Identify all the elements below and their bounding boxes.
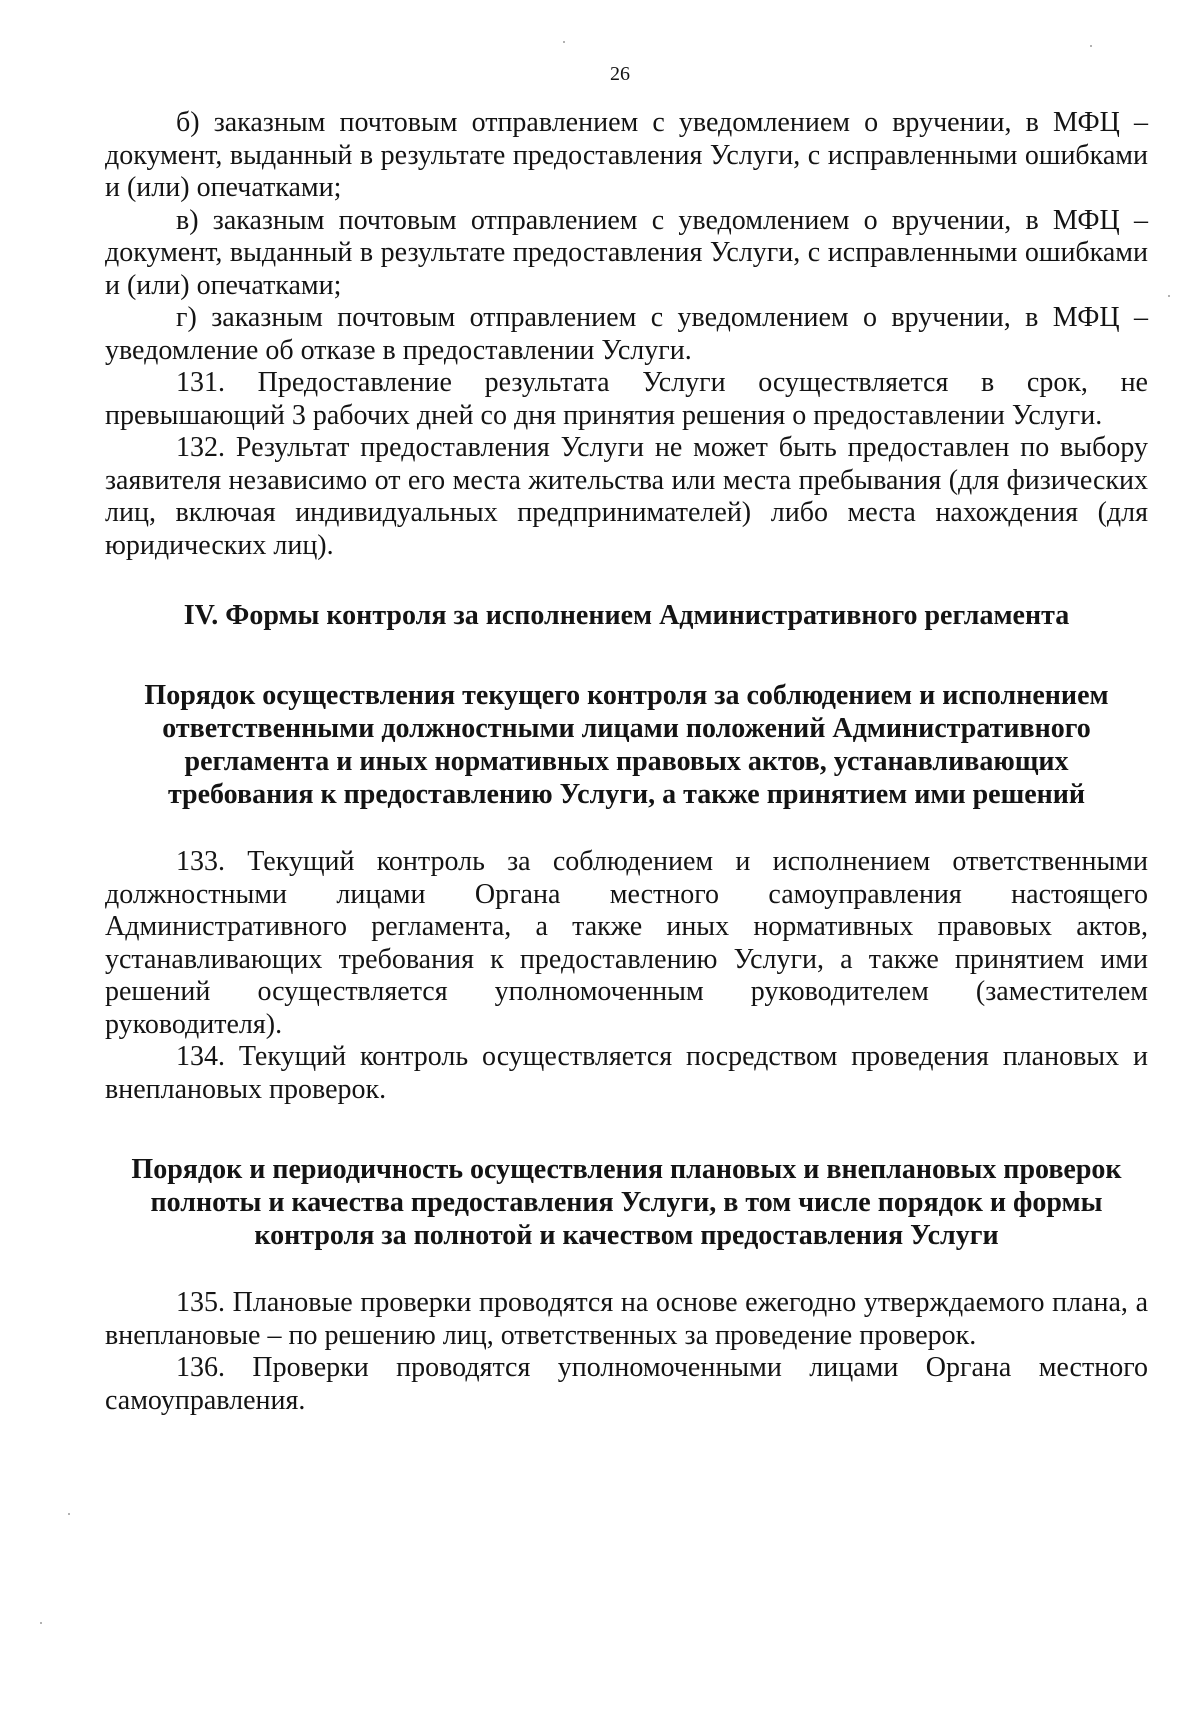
paragraph-v: в) заказным почтовым отправлением с уведомлением о вручении, в МФЦ – документ, выданный в результате предоставления Услуги, с исправленными ошибками и (или) опечатками; (105, 204, 1148, 301)
scan-speck (563, 41, 565, 43)
subsection-inspections-body (105, 1287, 1148, 1417)
section-heading-iv: IV. Формы контроля за исполнением Административного регламента (183, 600, 1070, 631)
scan-speck (40, 1622, 42, 1624)
scan-speck (1090, 45, 1092, 47)
paragraph-134: 134. Текущий контроль осуществляется посредством проведения плановых и внеплановых проверок. (105, 1041, 1148, 1105)
paragraph-135: 135. Плановые проверки проводятся на основе ежегодно утверждаемого плана, а внеплановые – по решению лиц, ответственных за проведение проверок. (105, 1287, 1148, 1351)
paragraph-136: 136. Проверки проводятся уполномоченными лицами Органа местного самоуправления. (105, 1352, 1148, 1416)
subsection-heading-inspections: Порядок и периодичность осуществления плановых и внеплановых проверок полноты и качества предоставления Услуги, в том числе порядок и формы контроля за полнотой и качеством предоставления Услуги (131, 1154, 1122, 1251)
paragraph-b: б) заказным почтовым отправлением с уведомлением о вручении, в МФЦ – документ, выданный в результате предоставления Услуги, с исправленными ошибками и (или) опечатками; (105, 107, 1148, 203)
paragraph-132: 132. Результат предоставления Услуги не может быть предоставлен по выбору заявителя независимо от его места жительства или места пребывания (для физических лиц, включая индивидуальных предпринимателей) либо места нахождения (для юридических лиц). (105, 432, 1148, 561)
subsection-heading-current-control: Порядок осуществления текущего контроля за соблюдением и исполнением ответственными должностными лицами положений Административного регламента и иных нормативных правовых актов, устанавливающих требования к предоставлению Услуги, а также принятием ими решений (144, 680, 1109, 810)
subsection-current-control-body (105, 846, 1148, 1106)
paragraph-g: г) заказным почтовым отправлением с уведомлением о вручении, в МФЦ – уведомление об отказе в предоставлении Услуги. (105, 302, 1148, 366)
page-content (105, 107, 1148, 1417)
paragraph-131: 131. Предоставление результата Услуги осуществляется в срок, не превышающий 3 рабочих дней со дня принятия решения о предоставлении Услуги. (105, 367, 1148, 431)
scan-speck (1168, 295, 1170, 297)
scan-speck (68, 1513, 70, 1515)
page-number: 26 (610, 63, 630, 85)
paragraph-133: 133. Текущий контроль за соблюдением и исполнением ответственными должностными лицами Органа местного самоуправления настоящего Административного регламента, а также иных нормативных правовых актов, устанавливающих требования к предоставлению Услуги, а также принятием ими решений осуществляется уполномоченным руководителем (заместителем руководителя). (105, 846, 1148, 1040)
